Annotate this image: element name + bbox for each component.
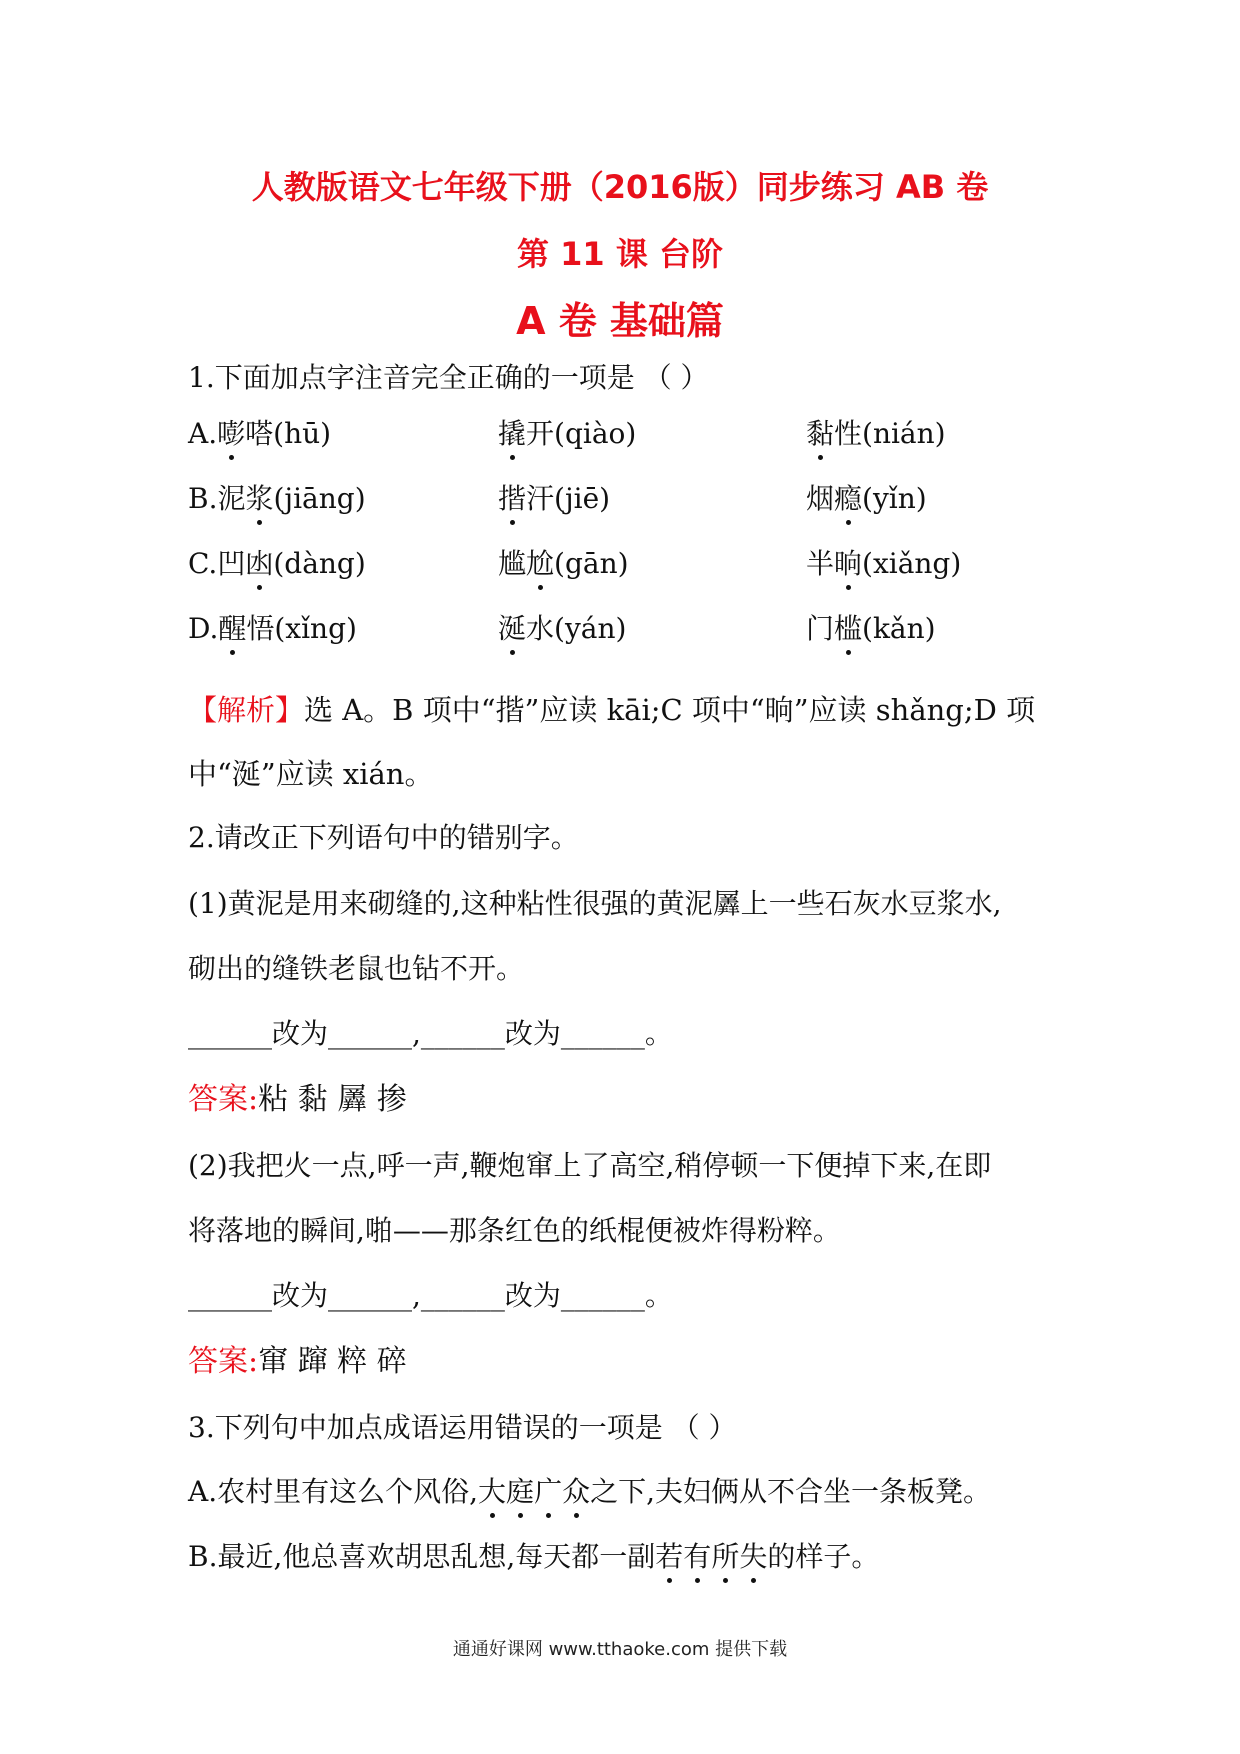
q2-blank-1: ______改为______,______改为______。 <box>188 1017 673 1050</box>
q2-sentence-2-cont: 将落地的瞬间,啪——那条红色的纸棍便被炸得粉粹。 <box>188 1214 841 1247</box>
q3-stem: 3.下列句中加点成语运用错误的一项是 （ ） <box>188 1411 737 1444</box>
q2-sentence-1-cont: 砌出的缝铁老鼠也钻不开。 <box>188 952 525 985</box>
dotted-char: 有 <box>683 1537 711 1577</box>
lesson-title: 第 11 课 台阶 <box>517 235 723 273</box>
dotted-char: 揩 <box>498 479 526 519</box>
q1-analysis-cont: 中“涎”应读 xián。 <box>188 757 434 791</box>
dotted-char: 瘾 <box>834 479 862 519</box>
q2-sentence-1: (1)黄泥是用来砌缝的,这种粘性很强的黄泥羼上一些石灰水豆浆水, <box>188 887 1002 920</box>
dotted-char: 晌 <box>834 544 862 584</box>
dotted-char: 所 <box>711 1537 739 1577</box>
answer-label: 答案: <box>188 1082 259 1117</box>
q1-option-row-a: A.嘭嗒(hū) 撬开(qiào) 黏性(nián) <box>188 414 1068 454</box>
dotted-char: 槛 <box>834 609 862 649</box>
dotted-char: 醒 <box>218 609 246 649</box>
analysis-label: 【解析】 <box>188 693 305 727</box>
dotted-char: 庭 <box>506 1472 534 1512</box>
document-title: 人教版语文七年级下册（2016版）同步练习 AB 卷 <box>251 168 989 206</box>
dotted-char: 浆 <box>245 479 273 519</box>
dotted-char: 尬 <box>526 544 554 584</box>
q1-analysis: 【解析】选 A。B 项中“揩”应读 kāi;C 项中“晌”应读 shǎng;D 项 <box>188 693 1036 727</box>
dotted-char: 大 <box>478 1472 506 1512</box>
dotted-char: 嘭 <box>217 414 245 454</box>
dotted-char: 失 <box>739 1537 767 1577</box>
q2-answer-1: 答案:粘 黏 羼 掺 <box>188 1082 407 1117</box>
q2-stem: 2.请改正下列语句中的错别字。 <box>188 821 579 854</box>
q1-option-row-b: B.泥浆(jiāng) 揩汗(jiē) 烟瘾(yǐn) <box>188 479 1068 519</box>
dotted-char: 广 <box>534 1472 562 1512</box>
q3-option-b: B.最近,他总喜欢胡思乱想,每天都一副若有所失的样子。 <box>188 1537 1068 1577</box>
dotted-char: 凼 <box>245 544 273 584</box>
q3-option-a: A.农村里有这么个风俗,大庭广众之下,夫妇俩从不合坐一条板凳。 <box>188 1472 1068 1512</box>
dotted-char: 黏 <box>806 414 834 454</box>
dotted-char: 涎 <box>498 609 526 649</box>
section-title: A 卷 基础篇 <box>516 299 724 343</box>
dotted-char: 撬 <box>498 414 526 454</box>
q1-option-row-c: C.凹凼(dàng) 尴尬(gān) 半晌(xiǎng) <box>188 544 1068 584</box>
page-footer: 通通好课网 www.tthaoke.com 提供下载 <box>452 1639 788 1660</box>
q1-option-row-d: D.醒悟(xǐng) 涎水(yán) 门槛(kǎn) <box>188 609 1068 649</box>
answer-label: 答案: <box>188 1344 259 1379</box>
q2-blank-2: ______改为______,______改为______。 <box>188 1279 673 1312</box>
dotted-char: 众 <box>562 1472 590 1512</box>
q1-stem: 1.下面加点字注音完全正确的一项是 （ ） <box>188 361 709 394</box>
dotted-char: 若 <box>655 1537 683 1577</box>
q2-answer-2: 答案:窜 蹿 粹 碎 <box>188 1344 407 1379</box>
q2-sentence-2: (2)我把火一点,呼一声,鞭炮窜上了高空,稍停顿一下便掉下来,在即 <box>188 1149 992 1182</box>
